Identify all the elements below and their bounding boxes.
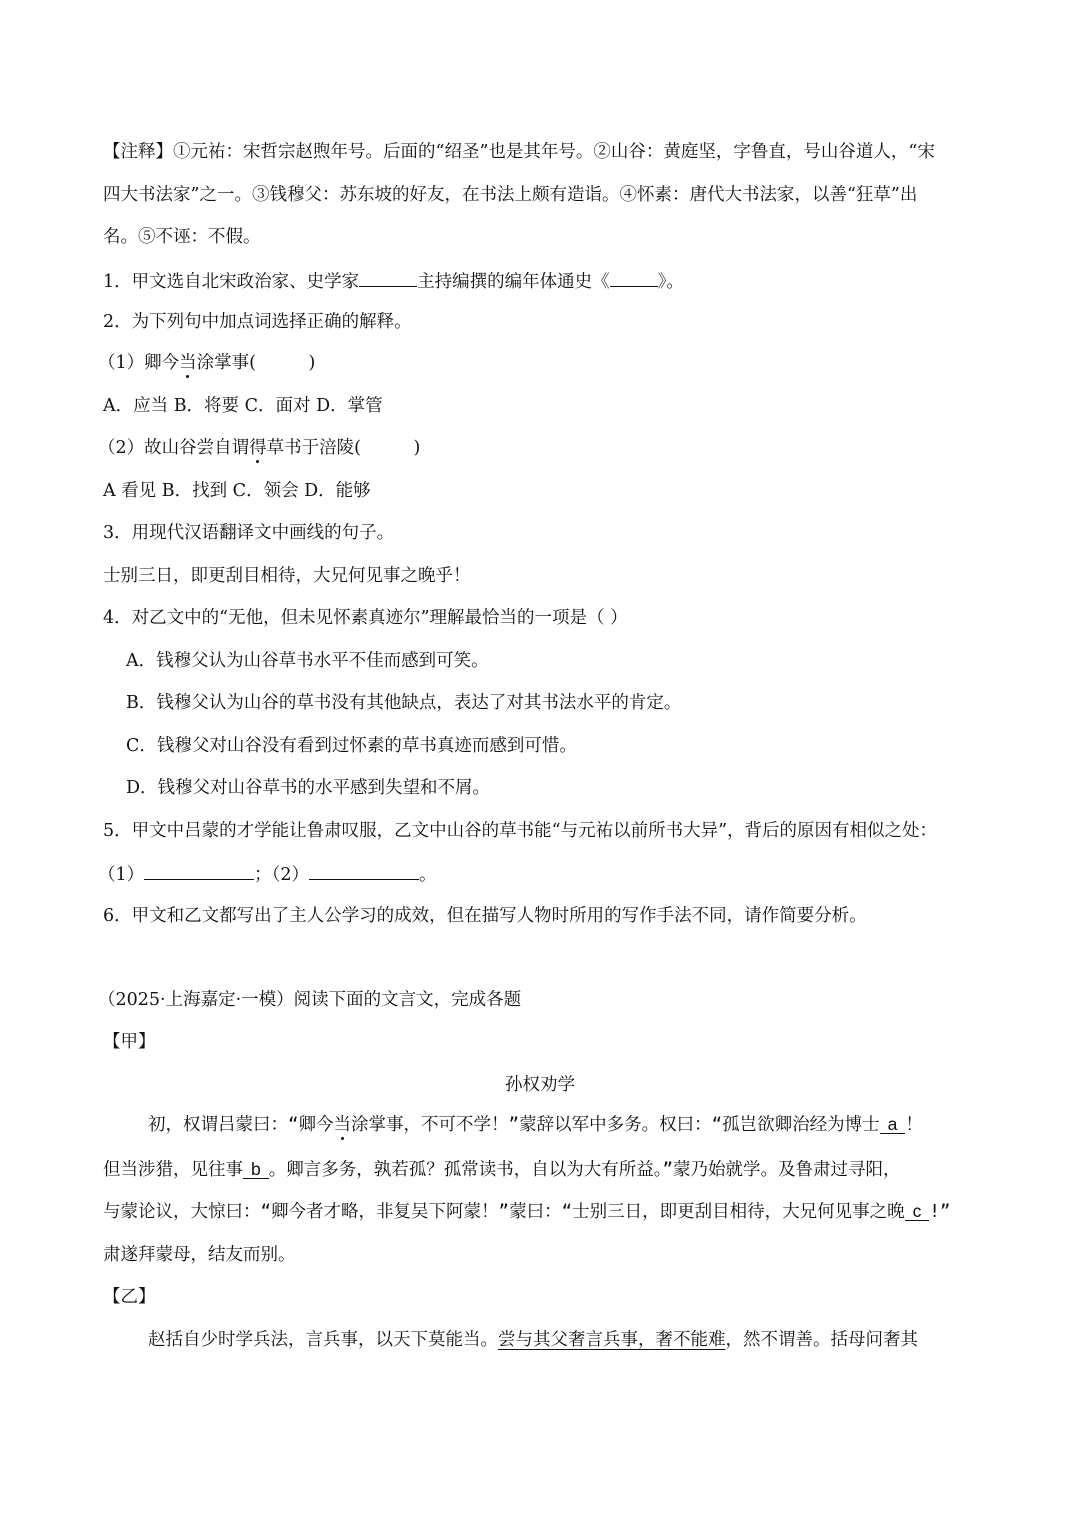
fill-blank-a: a xyxy=(880,1115,906,1134)
p-text: 。卿言多务，孰若孤？孤常读书，自以为大有所益。”蒙乃始就学。及鲁肃过寻阳， xyxy=(268,1160,901,1180)
underlined-sentence: 尝与其父奢言兵事，奢不能难 xyxy=(498,1330,726,1350)
q-text: （2）故山谷尝自谓 xyxy=(98,438,250,458)
question-3: 3．用现代汉语翻译文中画线的句子。 xyxy=(103,523,395,543)
q-text: （1）卿今 xyxy=(98,353,180,373)
p-text: 但当涉猎，见往事 xyxy=(103,1160,243,1180)
question-2-sub-1 xyxy=(98,351,315,375)
annotation-line: 【注释】①元祐：宋哲宗赵煦年号。后面的“绍圣”也是其年号。②山谷：黄庭坚，字鲁直，号山谷道人，“宋 xyxy=(103,142,935,162)
q-text: ；（2） xyxy=(254,865,310,885)
fill-blank-b: b xyxy=(243,1160,269,1179)
question-4: 4．对乙文中的“无他，但未见怀素真迹尔”理解最恰当的一项是（ ） xyxy=(103,608,628,628)
option-d: D．钱穆父对山谷草书的水平感到失望和不屑。 xyxy=(126,778,491,798)
answer-blank[interactable] xyxy=(610,268,658,287)
question-2-options-2: A 看见 B．找到 C．领会 D．能够 xyxy=(103,481,371,501)
answer-blank[interactable] xyxy=(359,268,417,287)
q-text: 草书于涪陵( ) xyxy=(266,438,421,458)
answer-blank[interactable] xyxy=(144,861,254,880)
p-text: ！ xyxy=(905,1115,923,1135)
q-text: 涂掌事( ) xyxy=(196,353,316,373)
option-a: A．钱穆父认为山谷草书水平不佳而感到可笑。 xyxy=(126,651,489,671)
p-text: 涂掌事，不可不学！”蒙辞以军中多务。权曰：“孤岂欲卿治经为博士 xyxy=(351,1115,880,1135)
section-label-jia: 【甲】 xyxy=(103,1032,156,1052)
q1-text: 主持编撰的编年体通史《 xyxy=(417,272,610,292)
annotation-line: 四大书法家”之一。③钱穆父：苏东坡的好友，在书法上颇有造诣。④怀素：唐代大书法家，以善“狂草”出 xyxy=(103,185,918,205)
passage-line xyxy=(148,1328,918,1352)
question-6: 6．甲文和乙文都写出了主人公学习的成效，但在描写人物时所用的写作手法不同，请作简要分析。 xyxy=(103,906,867,926)
p-text: 初，权谓吕蒙曰：“卿今 xyxy=(148,1115,334,1135)
question-5: 5．甲文中吕蒙的才学能让鲁肃叹服，乙文中山谷的草书能“与元祐以前所书大异”，背后的原因有相似之处： xyxy=(103,821,938,841)
q-text: （1） xyxy=(98,865,145,885)
passage-title: 孙权劝学 xyxy=(505,1075,575,1095)
option-c: C．钱穆父对山谷没有看到过怀素的草书真迹而感到可惜。 xyxy=(126,736,577,756)
dotted-word: 得 xyxy=(249,438,267,458)
answer-blank[interactable] xyxy=(309,861,419,880)
passage-line xyxy=(148,1113,923,1137)
p-text: ，然不谓善。括母问奢其 xyxy=(725,1330,918,1350)
passage-line xyxy=(103,1200,950,1224)
q1-text: 》。 xyxy=(657,272,684,292)
dotted-word: 当 xyxy=(333,1115,352,1135)
annotation-line: 名。⑤不诬：不假。 xyxy=(103,227,261,247)
q-text: 。 xyxy=(419,865,437,885)
question-1 xyxy=(103,268,684,294)
passage-line xyxy=(103,1158,901,1182)
section-label-yi: 【乙】 xyxy=(103,1287,156,1307)
question-5-blanks xyxy=(98,861,437,887)
q1-text: 1．甲文选自北宋政治家、史学家 xyxy=(103,272,360,292)
passage-line: 肃遂拜蒙母，结友而别。 xyxy=(103,1245,296,1265)
p-text: 赵括自少时学兵法，言兵事，以天下莫能当。 xyxy=(148,1330,498,1350)
dotted-word: 当 xyxy=(179,353,197,373)
option-b: B．钱穆父认为山谷的草书没有其他缺点，表达了对其书法水平的肯定。 xyxy=(126,693,682,713)
question-2-options-1: A．应当 B．将要 C．面对 D．掌管 xyxy=(103,396,383,416)
p-text: 与蒙论议，大惊曰：“卿今者才略，非复吴下阿蒙！”蒙曰：“士别三日，即更刮目相待，大兄何见事之晚 xyxy=(103,1202,905,1222)
p-text: !” xyxy=(929,1202,951,1222)
question-3-sentence: 士别三日，即更刮目相待，大兄何见事之晚乎！ xyxy=(103,566,471,586)
passage-source: （2025·上海嘉定·一模）阅读下面的文言文，完成各题 xyxy=(98,990,522,1010)
fill-blank-c: c xyxy=(905,1202,930,1221)
question-2-sub-2 xyxy=(98,436,420,460)
question-2: 2．为下列句中加点词选择正确的解释。 xyxy=(103,312,412,332)
